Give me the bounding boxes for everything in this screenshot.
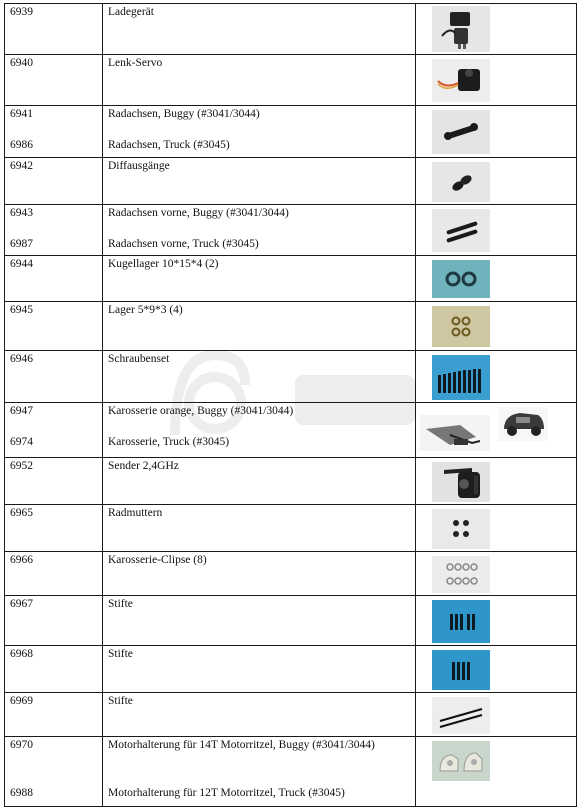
part-number: 6965 [10,507,33,519]
part-photo-cell [416,458,577,505]
body-clips-photo [418,554,574,593]
table-row [5,55,577,106]
table-row [5,351,577,403]
part-number-cell [5,205,103,256]
table-row [5,737,577,807]
part-photo-cell [416,106,577,158]
part-number: 6969 [10,695,33,707]
part-number: 6944 [10,258,33,270]
part-number-cell [5,55,103,106]
part-number: 6952 [10,460,33,472]
wheel-axles-photo [418,108,574,155]
part-photo-cell [416,302,577,351]
part-number: 6968 [10,648,33,660]
part-photo-cell [416,158,577,205]
part-description-cell [103,256,416,302]
part-description: Lager 5*9*3 (4) [108,304,183,316]
part-photo-cell [416,596,577,646]
part-description: Radmuttern [108,507,163,519]
table-row [5,256,577,302]
part-number-cell [5,458,103,505]
part-description: Karosserie, Truck (#3045) [108,436,230,448]
part-description-cell [103,55,416,106]
part-number: 6946 [10,353,33,365]
part-photo-cell [416,351,577,403]
part-number-cell [5,4,103,55]
part-description: Motorhalterung für 12T Motorritzel, Truck (#3045) [108,787,345,799]
table-row [5,596,577,646]
table-row [5,505,577,552]
part-description: Radachsen vorne, Truck (#3045) [108,238,259,250]
part-number-cell [5,403,103,458]
table-row [5,205,577,256]
part-number: 6988 [10,787,33,799]
screw-set-photo [418,353,574,400]
part-photo-cell [416,256,577,302]
spare-parts-table [4,3,577,807]
motor-mount-photo [418,739,574,804]
table-row [5,4,577,55]
part-description: Kugellager 10*15*4 (2) [108,258,219,270]
part-photo-cell [416,55,577,106]
part-photo-cell [416,4,577,55]
diff-outputs-photo [418,160,574,202]
part-number-cell [5,596,103,646]
part-number-cell [5,646,103,693]
part-description-cell [103,596,416,646]
table-row [5,403,577,458]
part-description-cell [103,205,416,256]
part-description: Radachsen, Buggy (#3041/3044) [108,108,260,120]
front-axles-photo [418,207,574,253]
part-photo-cell [416,737,577,807]
part-description: Lenk-Servo [108,57,163,69]
part-description: Diffausgänge [108,160,170,172]
part-number: 6974 [10,436,33,448]
table-row [5,106,577,158]
part-photo-cell [416,205,577,256]
part-photo-cell [416,505,577,552]
part-number-cell [5,552,103,596]
part-number: 6940 [10,57,33,69]
ball-bearings-photo [418,258,574,299]
part-number-cell [5,351,103,403]
part-description-cell [103,458,416,505]
part-description-cell [103,737,416,807]
part-photo-cell [416,403,577,458]
pins-photo [418,648,574,690]
part-number: 6987 [10,238,33,250]
part-number-cell [5,158,103,205]
bearings-photo [418,304,574,348]
table-row [5,458,577,505]
part-description-cell [103,646,416,693]
part-number-cell [5,302,103,351]
part-description-cell [103,403,416,458]
part-description: Radachsen vorne, Buggy (#3041/3044) [108,207,289,219]
part-description-cell [103,693,416,737]
table-row [5,693,577,737]
body-shells-photo [418,405,574,455]
part-description: Stifte [108,695,133,707]
part-photo-cell [416,646,577,693]
part-description-cell [103,106,416,158]
part-number: 6986 [10,139,33,151]
part-number: 6967 [10,598,33,610]
part-description: Karosserie orange, Buggy (#3041/3044) [108,405,294,417]
part-description: Ladegerät [108,6,154,18]
part-number: 6943 [10,207,33,219]
part-description: Radachsen, Truck (#3045) [108,139,230,151]
part-description: Schraubenset [108,353,170,365]
part-description-cell [103,302,416,351]
part-description: Karosserie-Clipse (8) [108,554,207,566]
long-pins-photo [418,695,574,734]
part-number: 6947 [10,405,33,417]
table-row [5,552,577,596]
part-number-cell [5,693,103,737]
part-description-cell [103,158,416,205]
table-row [5,158,577,205]
part-description: Stifte [108,648,133,660]
part-description-cell [103,552,416,596]
part-number-cell [5,505,103,552]
part-number: 6941 [10,108,33,120]
charger-photo [418,6,574,52]
part-description: Motorhalterung für 14T Motorritzel, Buggy (#3041/3044) [108,739,375,751]
table-row [5,646,577,693]
part-description-cell [103,4,416,55]
part-number-cell [5,737,103,807]
part-description: Stifte [108,598,133,610]
pins-photo [418,598,574,643]
wheel-nuts-photo [418,507,574,549]
part-description: Sender 2,4GHz [108,460,179,472]
part-photo-cell [416,552,577,596]
part-number: 6970 [10,739,33,751]
part-description-cell [103,351,416,403]
part-number: 6939 [10,6,33,18]
part-number: 6966 [10,554,33,566]
steering-servo-photo [418,57,574,103]
part-photo-cell [416,693,577,737]
part-number: 6942 [10,160,33,172]
part-number-cell [5,106,103,158]
part-number: 6945 [10,304,33,316]
part-description-cell [103,505,416,552]
table-row [5,302,577,351]
part-number-cell [5,256,103,302]
transmitter-photo [418,460,574,502]
